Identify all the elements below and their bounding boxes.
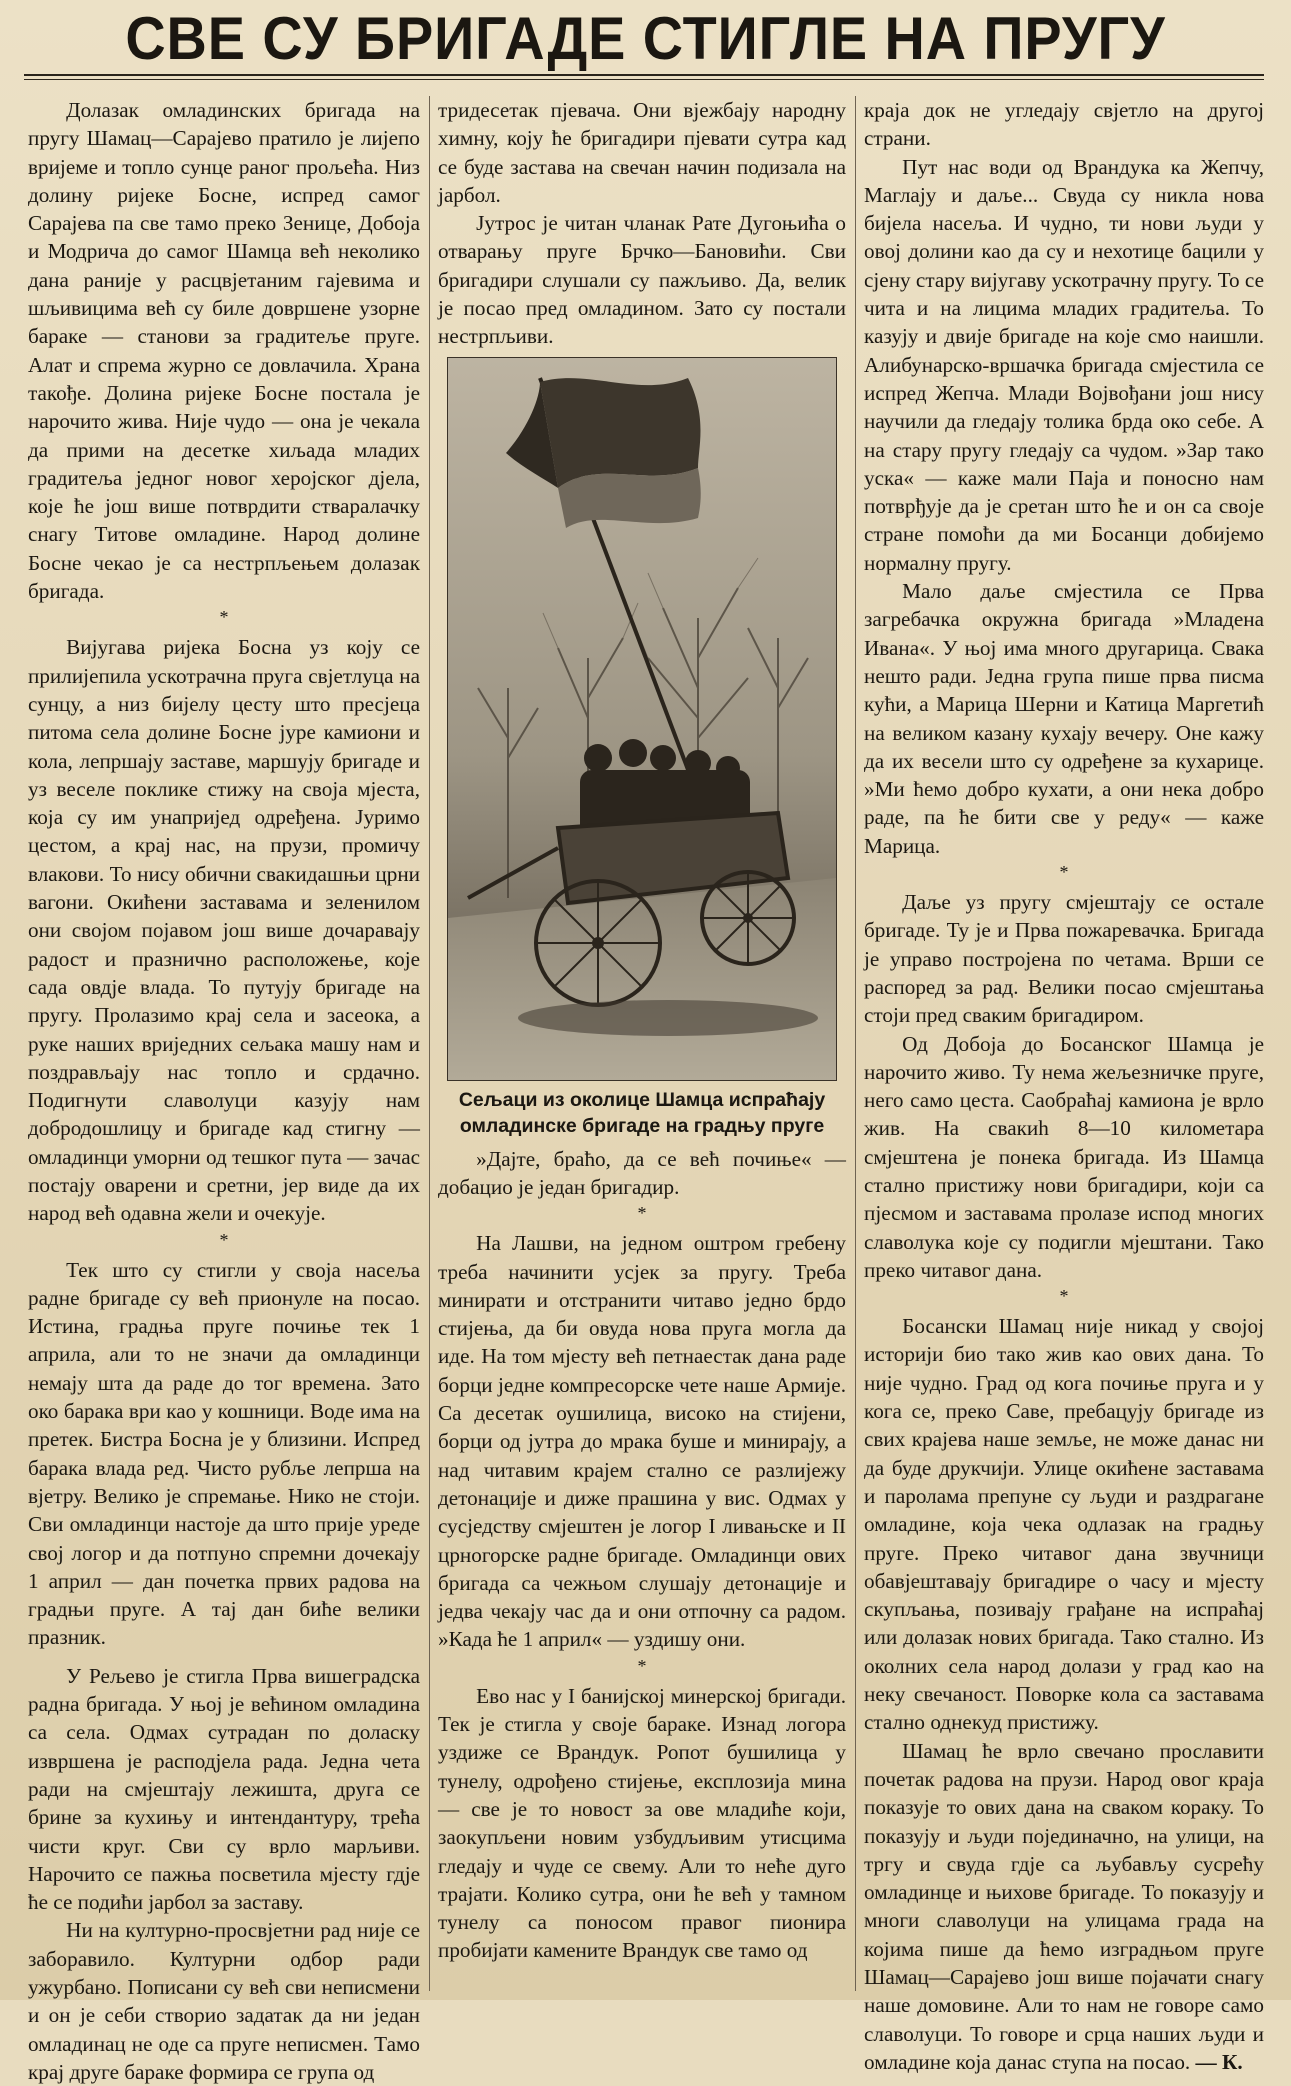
paragraph: Вијугава ријека Босна уз коју се прилијепила ускотрачна пруга свјетлуца на сунцу, а низ бијелу цесту што пресјеца питома села долине Босне јуре камиони и кола, лепршају заставе, маршују бригаде и уз веселе поклике стижу на своја мјеста, која су им унапријед одређена. Јуримо цестом, а крај нас, на прузи, промичу влакови. То нису обични свакидашњи црни вагони. Окићени заставама и зеленилом они својом појавом још више дочаравају радост и празнично расположење, које сада овдје влада. То путују бригаде на пругу. Пролазимо крај села и засеока, а руке наших вриједних сељака машу нам и поздрављају нас топло и срдачно. Подигнути славолуци казују нам добродошлицу и бригаде кад стигну — омладинци уморни од тешког пута — зачас постају оварени и сретни, јер виде да их народ већ одавна жели и очекује. bbox=[28, 635, 420, 1226]
paragraph: У Рељево је стигла Прва вишеградска радна бригада. У њој је већином омладина са села. Одмах сутрадан по доласку извршена је расподјела рада. Једна чета ради на смјештају лежишта, друга се брине за кухињу и интендантуру, трећа чисти круг. Сви су врло марљиви. Нарочито се пажња посветила мјесту гдје ће се подићи јарбол за заставу. bbox=[28, 1663, 420, 1915]
section-separator: * bbox=[219, 1229, 229, 1250]
section-separator: * bbox=[637, 1203, 647, 1224]
paragraph: Мало даље смјестила се Прва загребачка окружна бригада »Младена Ивана«. У њој има много другарица. Свака нешто ради. Једна група пише прва писма кући, а Марица Шерни и Катица Маргетић на великом казану кухају вечеру. Оне кажу да их весели што су одређене за кухарице. »Ми ћемо добро кухати, а они нека добро раде, па ће бити све у реду« — каже Марица. bbox=[864, 579, 1264, 858]
section-separator: * bbox=[1059, 1286, 1069, 1307]
paragraph: краја док не угледају свјетло на другој страни. bbox=[864, 98, 1264, 151]
paragraph bbox=[864, 1737, 1264, 2077]
column-divider bbox=[855, 96, 856, 1991]
paragraph: Ни на културно-просвјетни рад није се заборавило. Културни одбор ради ужурбано. Пописани су већ сви неписмени и он је себи створио задатак да ни један омладинац не оде са пруге неписмен. Тамо крај друге бараке формира се група од bbox=[28, 1918, 420, 2084]
paragraph: тридесетак пјевача. Они вјежбају народну химну, коју ће бригадири пјевати сутра кад се буде застава на свечан начин подизала на јарбол. bbox=[438, 98, 846, 207]
paragraph: Даље уз пругу смјештају се остале бригаде. Ту је и Прва пожаревачка. Бригада је управо постројена по четама. Врши се распоред за рад. Велики посао смјештања стоји пред сваким бригадиром. bbox=[864, 890, 1264, 1028]
photo-caption: Сељаци из околице Шамца испраћају омладинске бригаде на градњу пруге bbox=[458, 1088, 826, 1137]
headline-rule bbox=[24, 74, 1264, 76]
paragraph-text: Шамац ће врло свечано прославити почетак радова на прузи. Народ овог краја показује то ових дана на сваком кораку. То показују и људи појединачно, на улици, на тргу и свуда гдје са љубављу сусрећу омладинце и њихове бригаде. То показују и многи славолуци на улицама града на којима пише да ћемо изградњом пруге Шамац—Сарајево још више појачати снагу наше домовине. Али то нам не говоре само славолуци. То говоре и срца наших људи и омладине која данас ступа на посао. bbox=[864, 1738, 1264, 2074]
headline: СВЕ СУ БРИГАДЕ СТИГЛЕ НА ПРУГУ bbox=[125, 5, 1166, 72]
paragraph: Ево нас у I банијској минерској бригади. Тек је стигла у своје бараке. Изнад логора уздиже се Врандук. Ропот бушилица у тунелу, одрођено стијење, експлозија мина — све је то новост за ове младиће који, заокупљени новим узбудљивим утисцима гледају и чуде се свему. Али то неће дуго трајати. Колико сутра, они ће већ у тамном тунелу са поносом правог пионира пробијати камените Врандук све тамо од bbox=[438, 1683, 846, 1963]
column-1 bbox=[28, 96, 420, 2084]
author-signature: — К. bbox=[1195, 2049, 1243, 2074]
section-separator: * bbox=[1059, 862, 1069, 883]
column-divider bbox=[429, 96, 430, 1991]
section-separator: * bbox=[637, 1655, 647, 1676]
paragraph: Босански Шамац није никад у својој историји био тако жив као ових дана. То није чудно. Град од кога почиње пруга и у кога се, преко Саве, пребацују бригаде из свих крајева наше земље, не може данас ни да буде друкчији. Улице окићене заставама и паролама препуне су људи и раздрагане омладине, која чека одлазак на градњу пруге. Преко читавог дана звучници обавјештавају бригадире о часу и мјесту скупљања, позивају грађане на испраћај или долазак нових бригада. Тако стално. Из околних села народ долази у град као на неку свечаност. Поворке кола са заставама стално однекуд пристижу. bbox=[864, 1314, 1264, 1735]
paragraph: Од Добоја до Босанског Шамца је нарочито живо. Ту нема жељезничке пруге, него само цеста. Саобраћај камиона је врло жив. На свакиh 8—10 километара смјештена је понека бригада. Из Шамца стално пристижу нови бригадири, који са пјесмом и заставама пролазе испод многих славолука које су подигли мјештани. Тако преко читавог дана. bbox=[864, 1031, 1264, 1282]
paragraph: Тек што су стигли у своја насеља радне бригаде су већ прионуле на посао. Истина, градња пруге почиње тек 1 априла, али то не значи да омладинци немају шта да раде до тог времена. Зато око барака ври као у кошници. Воде има на претек. Бистра Босна је у близини. Испред барака влада ред. Чисто рубље лепрша на вјетру. Велико је спремање. Нико не стоји. Сви омладинци настоје да што прије уреде свој логор и да потпуно спремни дочекају 1 април — дан почетка првих радова на градњи пруге. А тај дан биће велики празник. bbox=[28, 1257, 420, 1650]
column-2 bbox=[438, 96, 846, 1991]
column-3 bbox=[864, 96, 1264, 2074]
section-separator: * bbox=[219, 607, 229, 628]
paragraph: »Дајте, браћо, да се већ почиње« — добацио је један бригадир. bbox=[438, 1146, 846, 1199]
paragraph: На Лашви, на једном оштром гребену треба начинити усјек за пругу. Треба минирати и отстранити читаво једно брдо стијења, да би овуда нова пруга могла да иде. На том мјесту већ петнаестак дана раде борци једне компресорске чете наше Армије. Са десетак оушилица, високо на стијени, борци од јутра до мрака буше и минирају, а над читавим крајем стално се разлијежу детонације и диже прашина у вис. Одмах у сусједству смјештен је логор I ливањске и II црногорске радне бригаде. Омладинци ових бригада са чежњом слушају детонације и једва чекају час да и они отпочну са радом. »Када ће 1 април« — уздишу они. bbox=[438, 1231, 846, 1652]
paragraph: Јутрос је читан чланак Рате Дугоњића о отварању пруге Брчко—Бановићи. Сви бригадири слушали су пажљиво. Да, велик је посао пред омладином. Зато су постали нестрпљиви. bbox=[438, 211, 846, 349]
paragraph: Пут нас води од Врандука ка Жепчу, Маглају и даље... Свуда су никла нова бијела насеља. И чудно, ти нови људи у овој долини као да су и нехотице бацили у сјену стару вијугаву ускотрачну пругу. То се чита и на лицима младих градитеља. То казују и двије бригаде на које смо наишли. Алибунарско-вршачка бригада смјестила се испред Жепча. Млади Војвођани још нису научили да гледају толика брда око себе. А на стару пругу гледају са чудом. »Зар тако уска« — каже мали Паја и поносно нам потврђује да је сретан што ће и он са своје стране помоћи да ми Босанци добијемо нормалну пругу. bbox=[864, 154, 1264, 575]
photo-cart-with-flag bbox=[447, 357, 837, 1081]
headline-rule-thin bbox=[24, 79, 1264, 80]
paragraph: Долазак омладинских бригада на пругу Шамац—Сарајево пратило је лијепо вријеме и топло сунце раног прољећа. Низ долину ријеке Босне, испред самог Сарајева па све тамо преко Зенице, Добоја и Модрича до самог Шамца већ неколико дана раније у расцвјетаним гајевима и шљивицима већ су биле довршене узорне бараке — станови за градитеље пруге. Алат и спрема журно се довлачила. Храна такође. Долина ријеке Босне постала је нарочито жива. Није чудо — она је чекала да прими на десетке хиљада младих градитеља једног новог херојског дјела, које ће још више потврдити стваралачку снагу Титове омладине. Народ долине Босне чекао је са нестрпљењем долазак бригада. bbox=[28, 98, 420, 604]
